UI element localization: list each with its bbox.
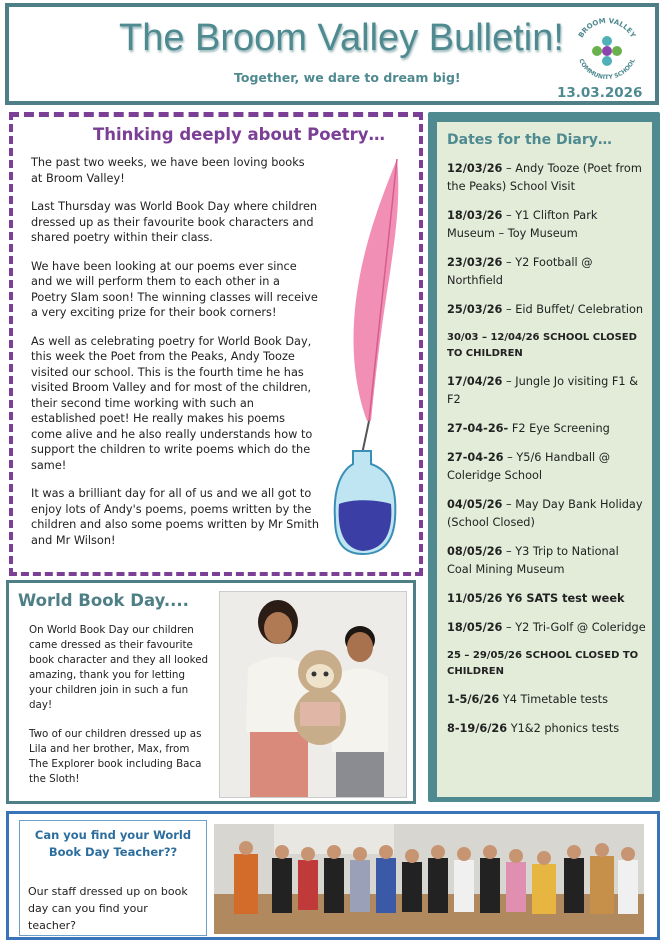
teacher-panel: [6, 811, 660, 940]
svg-text:BROOM VALLEY: BROOM VALLEY: [576, 16, 638, 40]
diary-item: 04/05/26 – May Day Bank Holiday (School Closed): [447, 498, 643, 529]
diary-item: 25 – 29/05/26 SCHOOL CLOSED TO CHILDREN: [447, 650, 639, 677]
world-book-day-panel: [6, 580, 416, 804]
wbd-heading: World Book Day....: [18, 591, 189, 610]
diary-item: 30/03 – 12/04/26 SCHOOL CLOSED TO CHILDREN: [447, 332, 637, 359]
wbd-text: [29, 623, 211, 801]
diary-heading: Dates for the Diary…: [447, 132, 612, 148]
diary-item: 25/03/26 – Eid Buffet/ Celebration: [447, 303, 644, 316]
teacher-question-box: [19, 820, 207, 936]
motto: Together, we dare to dream big!: [234, 70, 461, 85]
poetry-paragraph: Last Thursday was World Book Day where children dressed up as their favourite book characters and shared poetry within their class.: [31, 200, 318, 244]
wbd-paragraph: On World Book Day our children came dressed as their favourite book character and they all looked amazing, thank you for letting your children join in such a fun day!: [29, 624, 209, 711]
diary-item: 27-04-26- F2 Eye Screening: [447, 422, 610, 435]
bulletin-date: 13.03.2026: [557, 85, 643, 101]
diary-item: 17/04/26 – Jungle Jo visiting F1 & F2: [447, 375, 639, 406]
staff-costume-photo: [214, 824, 644, 934]
poetry-paragraph: It was a brilliant day for all of us and we all got to enjoy lots of Andy's poems, poems written by the children and also some poems written by Mr Smith and Mr Wilson!: [31, 487, 319, 547]
teacher-heading: Can you find your World Book Day Teacher??: [34, 828, 192, 859]
diary-item: 08/05/26 – Y3 Trip to National Coal Mining Museum: [447, 545, 619, 576]
diary-item: 12/03/26 – Andy Tooze (Poet from the Peaks) School Visit: [447, 162, 642, 193]
page-title: The Broom Valley Bulletin!: [119, 17, 564, 59]
poetry-heading: Thinking deeply about Poetry…: [93, 125, 386, 144]
wbd-paragraph: Two of our children dressed up as Lila and her brother, Max, from The Explorer book including Baca the Sloth!: [29, 728, 202, 785]
children-costume-photo: [219, 591, 407, 798]
svg-text:COMMUNITY SCHOOL: COMMUNITY SCHOOL: [577, 57, 637, 81]
diary-item: 8-19/6/26 Y1&2 phonics tests: [447, 722, 620, 735]
diary-item: 11/05/26 Y6 SATS test week: [447, 592, 625, 605]
header-banner: [5, 3, 659, 105]
poetry-panel: [9, 112, 423, 576]
diary-item: 23/03/26 – Y2 Football @ Northfield: [447, 256, 593, 287]
teacher-text: Our staff dressed up on book day can you find your teacher?: [28, 885, 188, 932]
diary-item: 27-04-26 – Y5/6 Handball @ Coleridge School: [447, 451, 611, 482]
diary-item: 18/03/26 – Y1 Clifton Park Museum – Toy Museum: [447, 209, 598, 240]
poetry-paragraph: The past two weeks, we have been loving books at Broom Valley!: [31, 156, 305, 185]
diary-panel: [437, 122, 652, 797]
poetry-paragraph: As well as celebrating poetry for World Book Day, this week the Poet from the Peaks, Andy Tooze visited our school. This is the fourth time he has visited Broom Valley and for most of the children, their second time working with such an established poet! He really makes his poems come alive and he also really understands how to support the children to write poems which do the same!: [31, 334, 313, 472]
quill-inkpot-icon: [331, 159, 411, 559]
poetry-paragraph: We have been looking at our poems ever since and we will perform them to each other in a Poetry Slam soon! The winning classes will receive a very exciting prize for their book corners!: [31, 259, 318, 319]
poetry-text: [31, 155, 319, 561]
diary-list: [447, 160, 647, 749]
diary-item: 18/05/26 – Y2 Tri-Golf @ Coleridge: [447, 621, 646, 634]
school-logo-icon: [569, 15, 645, 81]
diary-item: 1-5/6/26 Y4 Timetable tests: [447, 693, 608, 706]
